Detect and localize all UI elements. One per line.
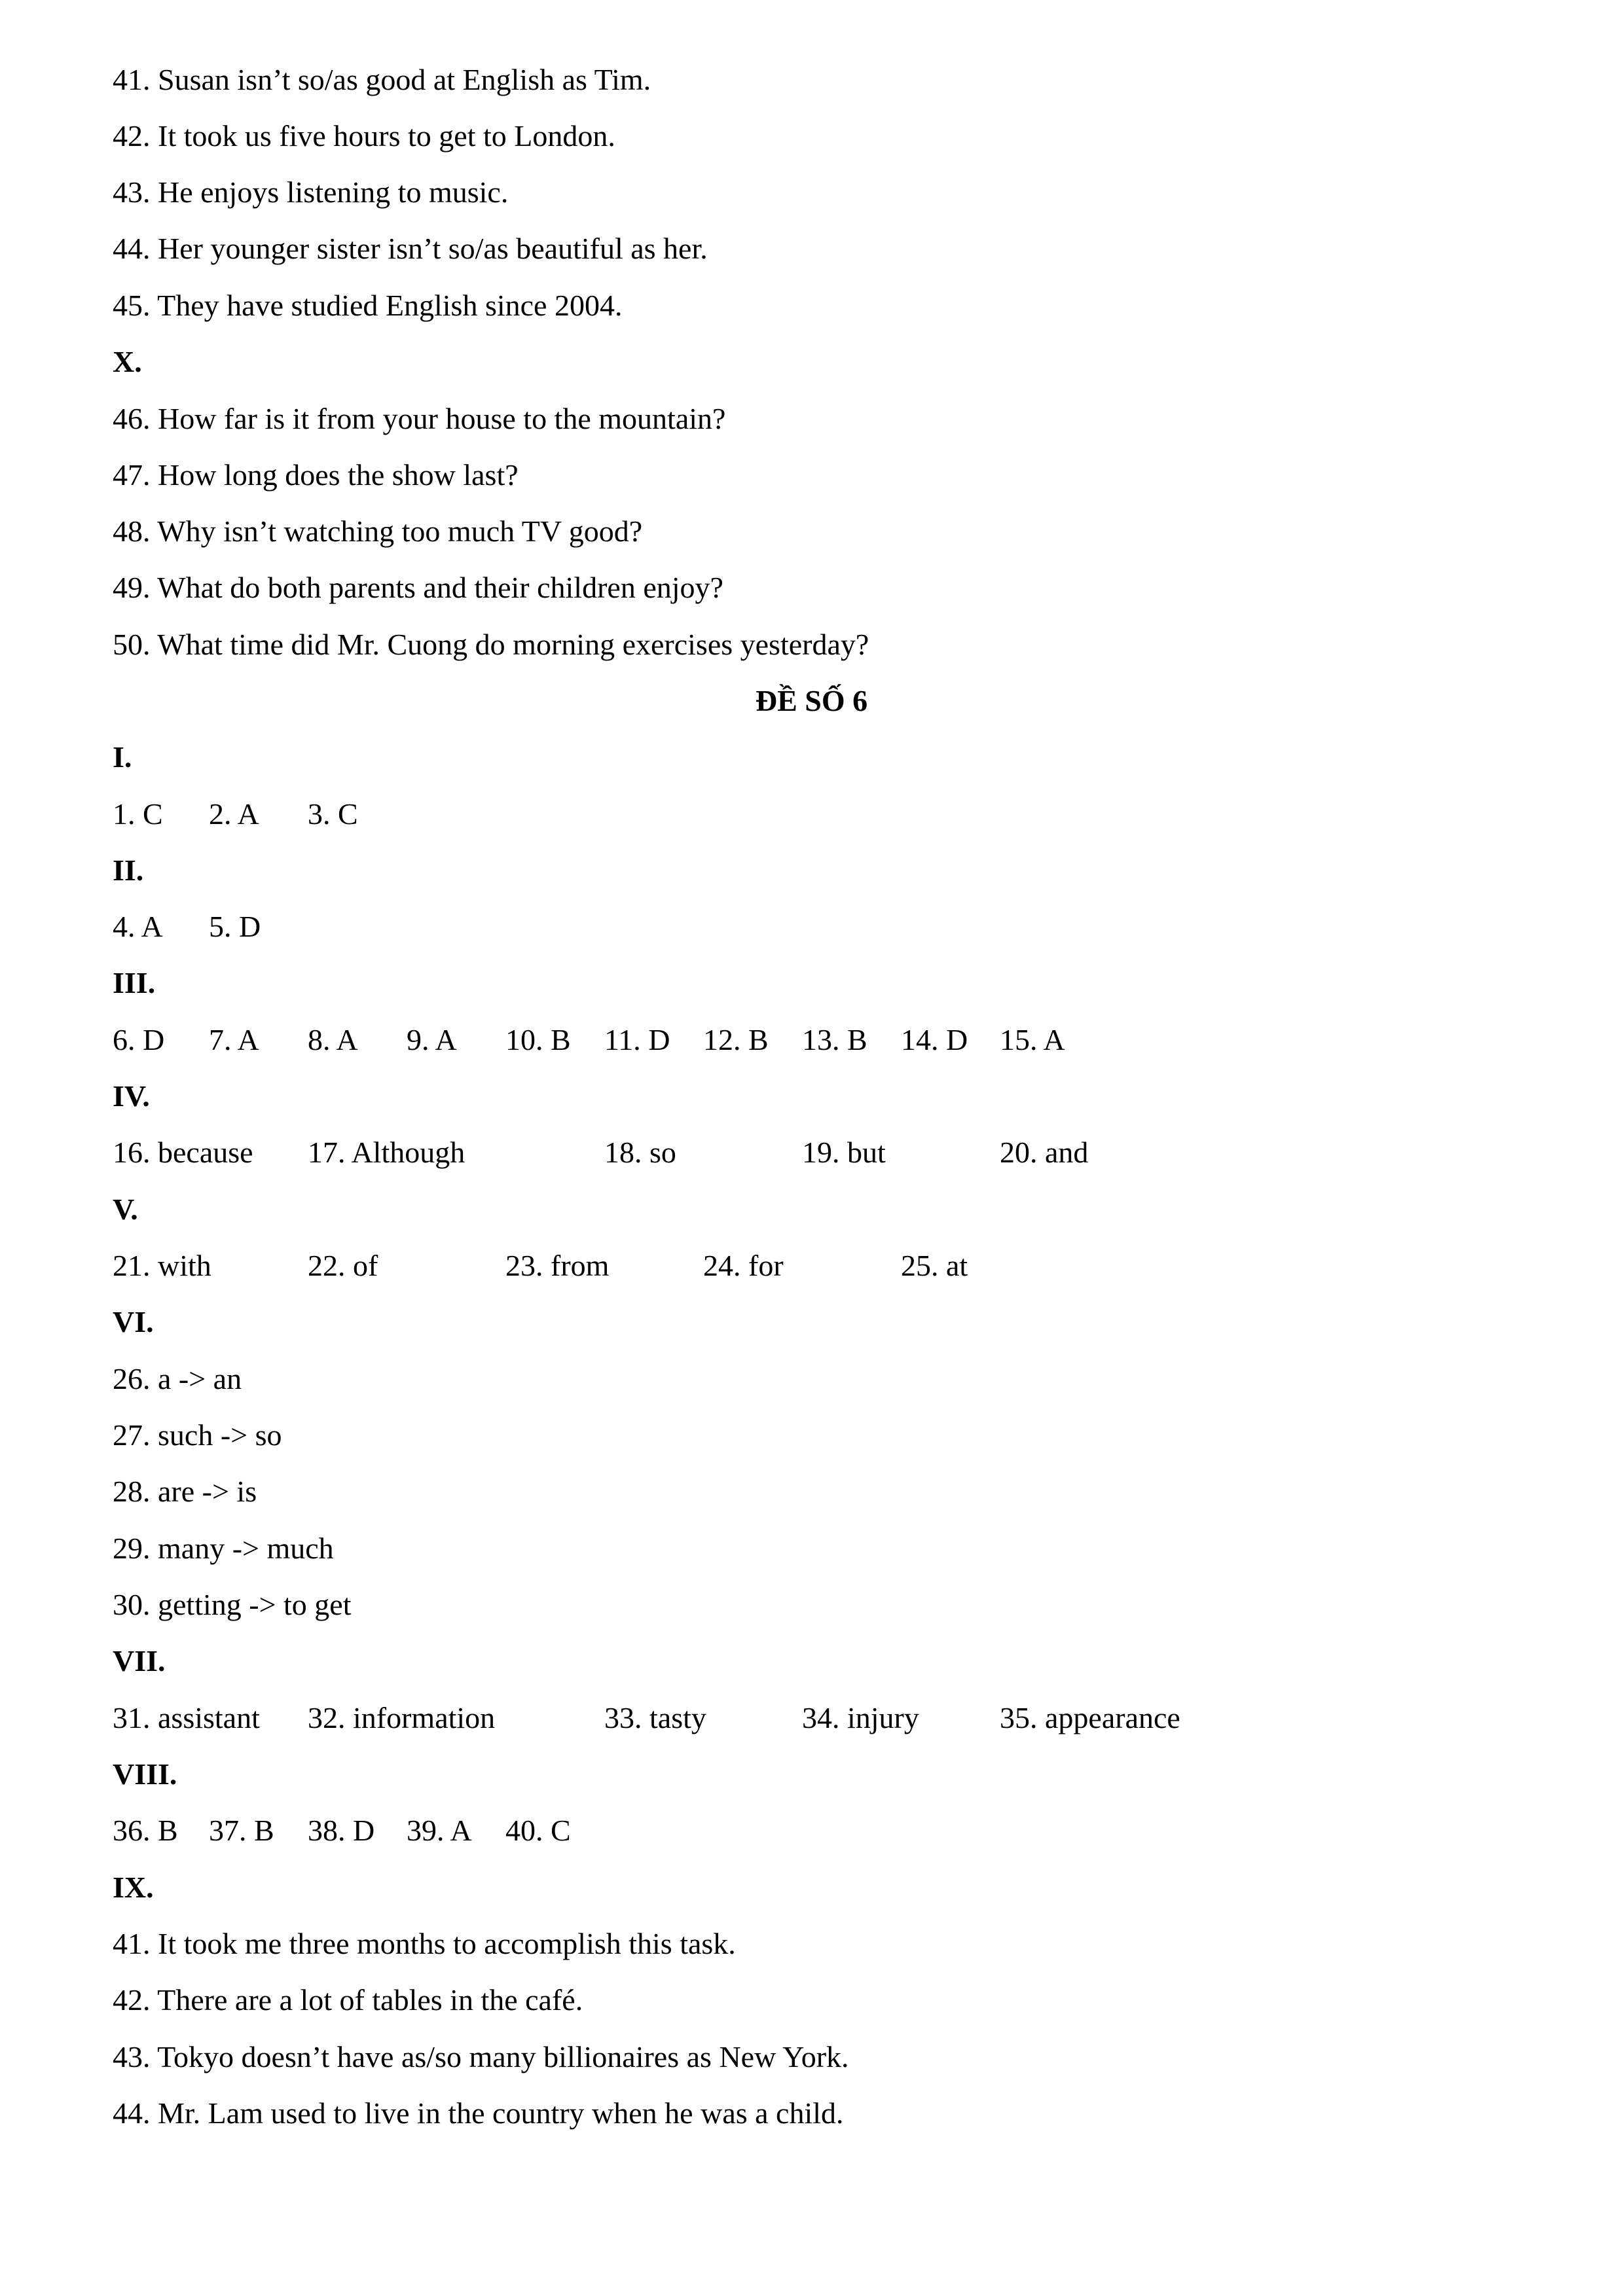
answer-item: 34. injury xyxy=(802,1701,919,1734)
answer-item: 17. Although xyxy=(308,1136,465,1169)
answer-row xyxy=(113,907,1510,946)
answer-line: 42. There are a lot of tables in the café. xyxy=(113,1983,583,2017)
answer-item: 40. C xyxy=(505,1814,571,1847)
answer-item: 1. C xyxy=(113,797,163,831)
section-heading-v: V. xyxy=(113,1193,138,1226)
section-heading-viii: VIII. xyxy=(113,1757,177,1791)
section-heading-ix: IX. xyxy=(113,1871,154,1904)
answer-item: 24. for xyxy=(703,1249,784,1282)
answer-item: 19. but xyxy=(802,1136,886,1169)
answer-item: 2. A xyxy=(209,797,259,831)
answer-item: 16. because xyxy=(113,1136,253,1169)
answer-line: 30. getting -> to get xyxy=(113,1588,352,1621)
answer-item: 8. A xyxy=(308,1023,358,1056)
answer-row xyxy=(113,1020,1510,1060)
exam-title: ĐỀ SỐ 6 xyxy=(755,684,868,717)
answer-line: 49. What do both parents and their children enjoy? xyxy=(113,571,723,604)
answer-line: 46. How far is it from your house to the mountain? xyxy=(113,402,726,435)
section-heading-i: I. xyxy=(113,740,132,774)
section-heading-vi: VI. xyxy=(113,1305,154,1338)
answer-item: 37. B xyxy=(209,1814,274,1847)
answer-line: 45. They have studied English since 2004. xyxy=(113,289,623,322)
answer-row xyxy=(113,1246,1510,1285)
answer-row xyxy=(113,1698,1510,1738)
answer-item: 4. A xyxy=(113,910,163,943)
section-heading-x: X. xyxy=(113,345,142,378)
section-heading-ii: II. xyxy=(113,853,144,887)
answer-line: 43. Tokyo doesn’t have as/so many billionaires as New York. xyxy=(113,2040,849,2073)
answer-item: 31. assistant xyxy=(113,1701,260,1734)
answer-item: 18. so xyxy=(604,1136,676,1169)
answer-item: 35. appearance xyxy=(1000,1701,1180,1734)
answer-line: 26. a -> an xyxy=(113,1362,242,1395)
answer-line: 44. Mr. Lam used to live in the country when he was a child. xyxy=(113,2096,844,2130)
answer-line: 41. It took me three months to accomplish this task. xyxy=(113,1927,736,1960)
section-heading-vii: VII. xyxy=(113,1644,166,1677)
answer-item: 38. D xyxy=(308,1814,375,1847)
answer-key-page xyxy=(113,0,1553,2296)
answer-item: 11. D xyxy=(604,1023,670,1056)
answer-item: 23. from xyxy=(505,1249,610,1282)
answer-item: 10. B xyxy=(505,1023,571,1056)
answer-line: 28. are -> is xyxy=(113,1475,257,1508)
answer-item: 15. A xyxy=(1000,1023,1065,1056)
section-heading-iii: III. xyxy=(113,966,156,999)
answer-line: 44. Her younger sister isn’t so/as beautiful as her. xyxy=(113,232,708,265)
answer-line: 29. many -> much xyxy=(113,1532,334,1565)
answer-item: 6. D xyxy=(113,1023,165,1056)
answer-item: 13. B xyxy=(802,1023,867,1056)
answer-item: 33. tasty xyxy=(604,1701,706,1734)
answer-item: 3. C xyxy=(308,797,358,831)
answer-line: 41. Susan isn’t so/as good at English as Tim. xyxy=(113,63,651,96)
answer-item: 12. B xyxy=(703,1023,769,1056)
answer-item: 39. A xyxy=(407,1814,472,1847)
answer-line: 43. He enjoys listening to music. xyxy=(113,175,509,209)
answer-row xyxy=(113,1133,1510,1172)
answer-item: 14. D xyxy=(901,1023,968,1056)
answer-item: 21. with xyxy=(113,1249,211,1282)
answer-item: 7. A xyxy=(209,1023,259,1056)
answer-line: 47. How long does the show last? xyxy=(113,458,519,492)
answer-item: 20. and xyxy=(1000,1136,1089,1169)
answer-line: 50. What time did Mr. Cuong do morning exercises yesterday? xyxy=(113,628,869,661)
answer-item: 25. at xyxy=(901,1249,968,1282)
answer-item: 22. of xyxy=(308,1249,378,1282)
answer-line: 27. such -> so xyxy=(113,1418,282,1452)
answer-row xyxy=(113,1811,1510,1850)
section-heading-iv: IV. xyxy=(113,1079,150,1113)
answer-line: 48. Why isn’t watching too much TV good? xyxy=(113,514,643,548)
answer-item: 9. A xyxy=(407,1023,457,1056)
answer-item: 32. information xyxy=(308,1701,496,1734)
answer-item: 5. D xyxy=(209,910,261,943)
answer-row xyxy=(113,795,1510,834)
answer-line: 42. It took us five hours to get to London. xyxy=(113,119,615,152)
answer-item: 36. B xyxy=(113,1814,178,1847)
